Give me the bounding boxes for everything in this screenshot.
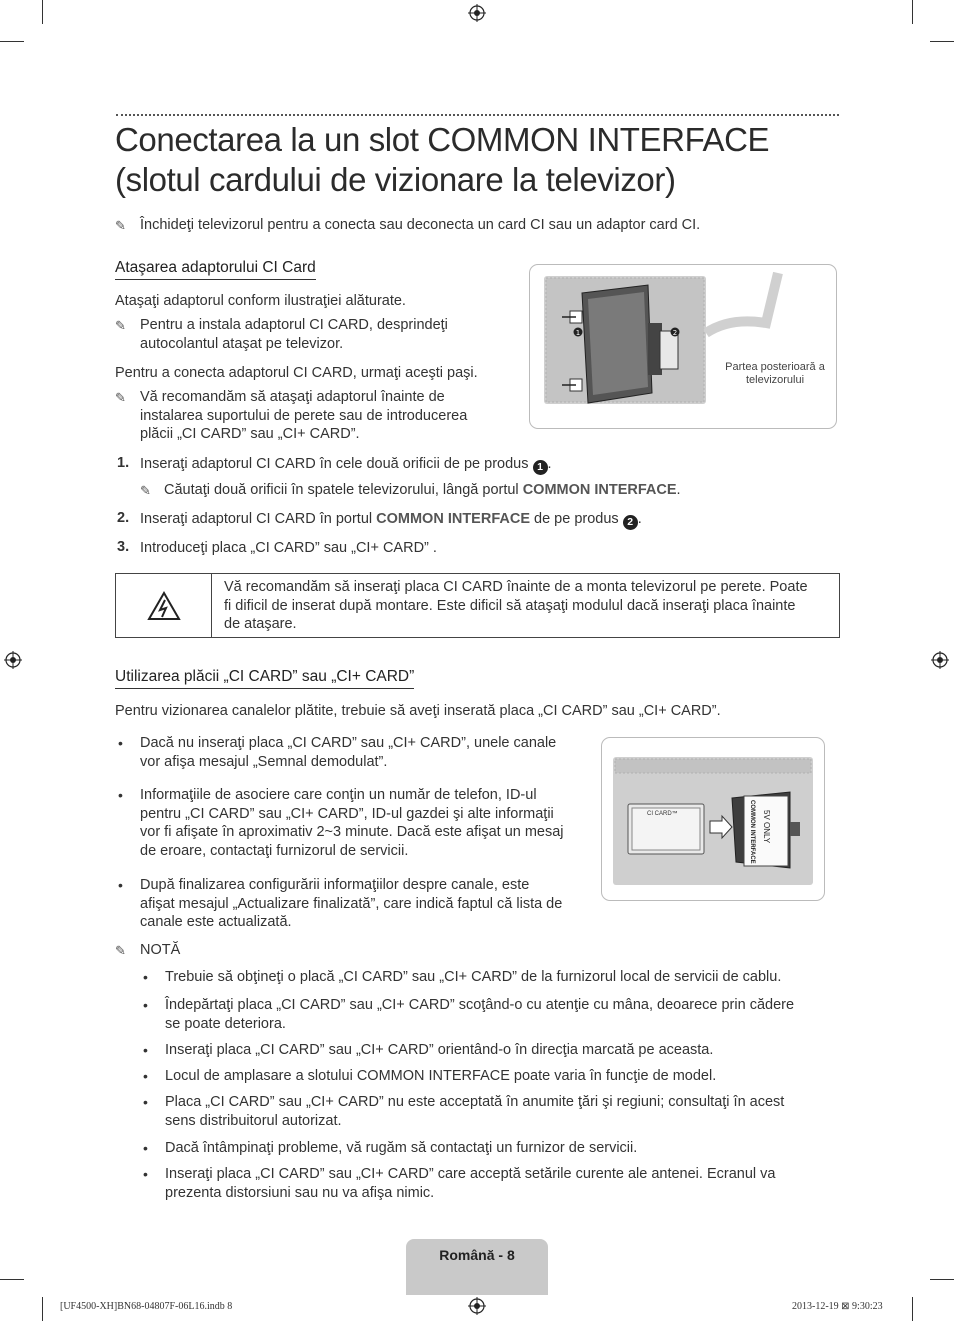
step-number: 1.	[117, 455, 130, 471]
step-1-note: Căutaţi două orificii în spatele televizorului, lângă portul COMMON INTERFACE.	[164, 482, 681, 498]
bullet: •	[143, 1140, 148, 1156]
step-1: Inseraţi adaptorul CI CARD în cele două orificii de pe produs 1 .	[140, 456, 552, 473]
note-label: NOTĂ	[140, 942, 181, 958]
registration-mark-icon	[931, 651, 949, 669]
note: Pentru a instala adaptorul CI CARD, desprindeţi autocolantul ataşat pe televizor.	[140, 317, 448, 352]
title-rule	[116, 114, 839, 116]
bullet: •	[143, 1094, 148, 1110]
bullet-item: Dacă nu inseraţi placa „CI CARD” sau „CI+ CARD”, unele canale vor afişa mesajul „Semnal demodulat”.	[140, 735, 557, 770]
paragraph: Pentru vizionarea canalelor plătite, trebuie să aveţi inserată placa „CI CARD” sau „CI+ CARD”.	[115, 703, 721, 719]
note-pencil-icon: ✎	[140, 483, 151, 498]
page-number: Română - 8	[439, 1247, 515, 1263]
registration-mark-icon	[4, 651, 22, 669]
figure-caption: Partea posterioară a televizorului	[725, 361, 825, 386]
paragraph: Pentru a conecta adaptorul CI CARD, urmaţi aceşti paşi.	[115, 365, 478, 381]
bullet: •	[118, 877, 123, 893]
port-label: 5V ONLY	[762, 810, 771, 844]
bullet: •	[143, 1166, 148, 1182]
bullet: •	[143, 969, 148, 985]
step-badge: 1	[533, 460, 548, 475]
note-item: Trebuie să obţineţi o placă „CI CARD” sau „CI+ CARD” de la furnizorul local de servicii de cablu.	[165, 969, 782, 985]
warning-triangle-icon	[147, 591, 181, 621]
page-number-tab	[406, 1239, 548, 1295]
ci-card-figure	[601, 737, 825, 901]
bullet: •	[143, 1042, 148, 1058]
svg-text:2: 2	[672, 329, 678, 337]
port-label: COMMON INTERFACE	[749, 800, 755, 864]
note-item: Locul de amplasare a slotului COMMON INTERFACE poate varia în funcţie de model.	[165, 1068, 717, 1084]
page-title: Conectarea la un slot COMMON INTERFACE (slotul cardului de vizionare la televizor)	[115, 121, 770, 198]
bullet-item: Informaţiile de asociere care conţin un număr de telefon, ID-ul pentru „CI CARD” sau „CI+ CARD”, ID-ul gazdei şi alte informaţii vor fi afişate în aproximativ 2~3 minute. Dacă este afişat un mesaj de eroare, contactaţi furnizorul de servicii.	[140, 787, 564, 859]
note-item: Inseraţi placa „CI CARD” sau „CI+ CARD” care acceptă setările curente ale antenei. Ecranul va prezenta distorsiuni sau nu va afişa nimic.	[165, 1166, 776, 1201]
note-pencil-icon: ✎	[115, 218, 126, 233]
adapter-figure	[529, 264, 837, 429]
note-item: Inseraţi placa „CI CARD” sau „CI+ CARD” orientând-o în direcţia marcată pe aceasta.	[165, 1042, 714, 1058]
note-pencil-icon: ✎	[115, 943, 126, 958]
warning-text: Vă recomandăm să inseraţi placa CI CARD înainte de a monta televizorul pe perete. Poate fi dificil de inserat după montare. Este dificil să ataşaţi modulul dacă inseraţi placa înainte de ataşare.	[224, 579, 808, 633]
intro-note: Închideţi televizorul pentru a conecta sau deconecta un card CI sau un adaptor card CI.	[140, 217, 701, 233]
bullet: •	[143, 1068, 148, 1084]
ci-adapter-illustration	[530, 265, 836, 428]
step-3: Introduceţi placa „CI CARD” sau „CI+ CARD” .	[140, 540, 437, 556]
ci-card-insert-illustration	[602, 738, 824, 900]
step-badge: 2	[623, 515, 638, 530]
step-number: 3.	[117, 539, 130, 555]
registration-mark-icon	[468, 1297, 486, 1315]
note-pencil-icon: ✎	[115, 390, 126, 405]
registration-mark-icon	[468, 4, 486, 22]
ci-card-label: CI CARD™	[647, 811, 678, 817]
note-item: Dacă întâmpinaţi probleme, vă rugăm să contactaţi un furnizor de servicii.	[165, 1140, 638, 1156]
step-number: 2.	[117, 510, 130, 526]
warning-box	[115, 573, 840, 638]
section-heading-adapter: Ataşarea adaptorului CI Card	[115, 259, 316, 280]
svg-text:1: 1	[575, 329, 581, 337]
print-timestamp: 2013-12-19 ⊠ 9:30:23	[792, 1301, 883, 1312]
note: Vă recomandăm să ataşaţi adaptorul înainte de instalarea suportului de perete sau de introducerea plăcii „CI CARD” sau „CI+ CARD”.	[140, 389, 468, 443]
note-pencil-icon: ✎	[115, 318, 126, 333]
bullet: •	[118, 787, 123, 803]
bullet-item: După finalizarea configurării informaţiilor despre canale, este afişat mesajul „Actualizare finalizată”, care indică faptul că lista de canale este actualizată.	[140, 877, 563, 931]
section-heading-ci-card: Utilizarea plăcii „CI CARD” sau „CI+ CARD”	[115, 668, 414, 689]
file-info: [UF4500-XH]BN68-04807F-06L16.indb 8	[60, 1301, 233, 1312]
note-item: Placa „CI CARD” sau „CI+ CARD” nu este acceptată în anumite ţări şi regiuni; consultaţi în acest sens distribuitorul autorizat.	[165, 1094, 785, 1129]
bullet: •	[118, 735, 123, 751]
note-item: Îndepărtaţi placa „CI CARD” sau „CI+ CARD” scoţând-o cu atenţie cu mâna, deoarece prin cădere se poate deteriora.	[165, 997, 795, 1032]
paragraph: Ataşaţi adaptorul conform ilustraţiei alăturate.	[115, 293, 406, 309]
step-2: Inseraţi adaptorul CI CARD în portul COMMON INTERFACE de pe produs 2 .	[140, 511, 642, 528]
bullet: •	[143, 997, 148, 1013]
